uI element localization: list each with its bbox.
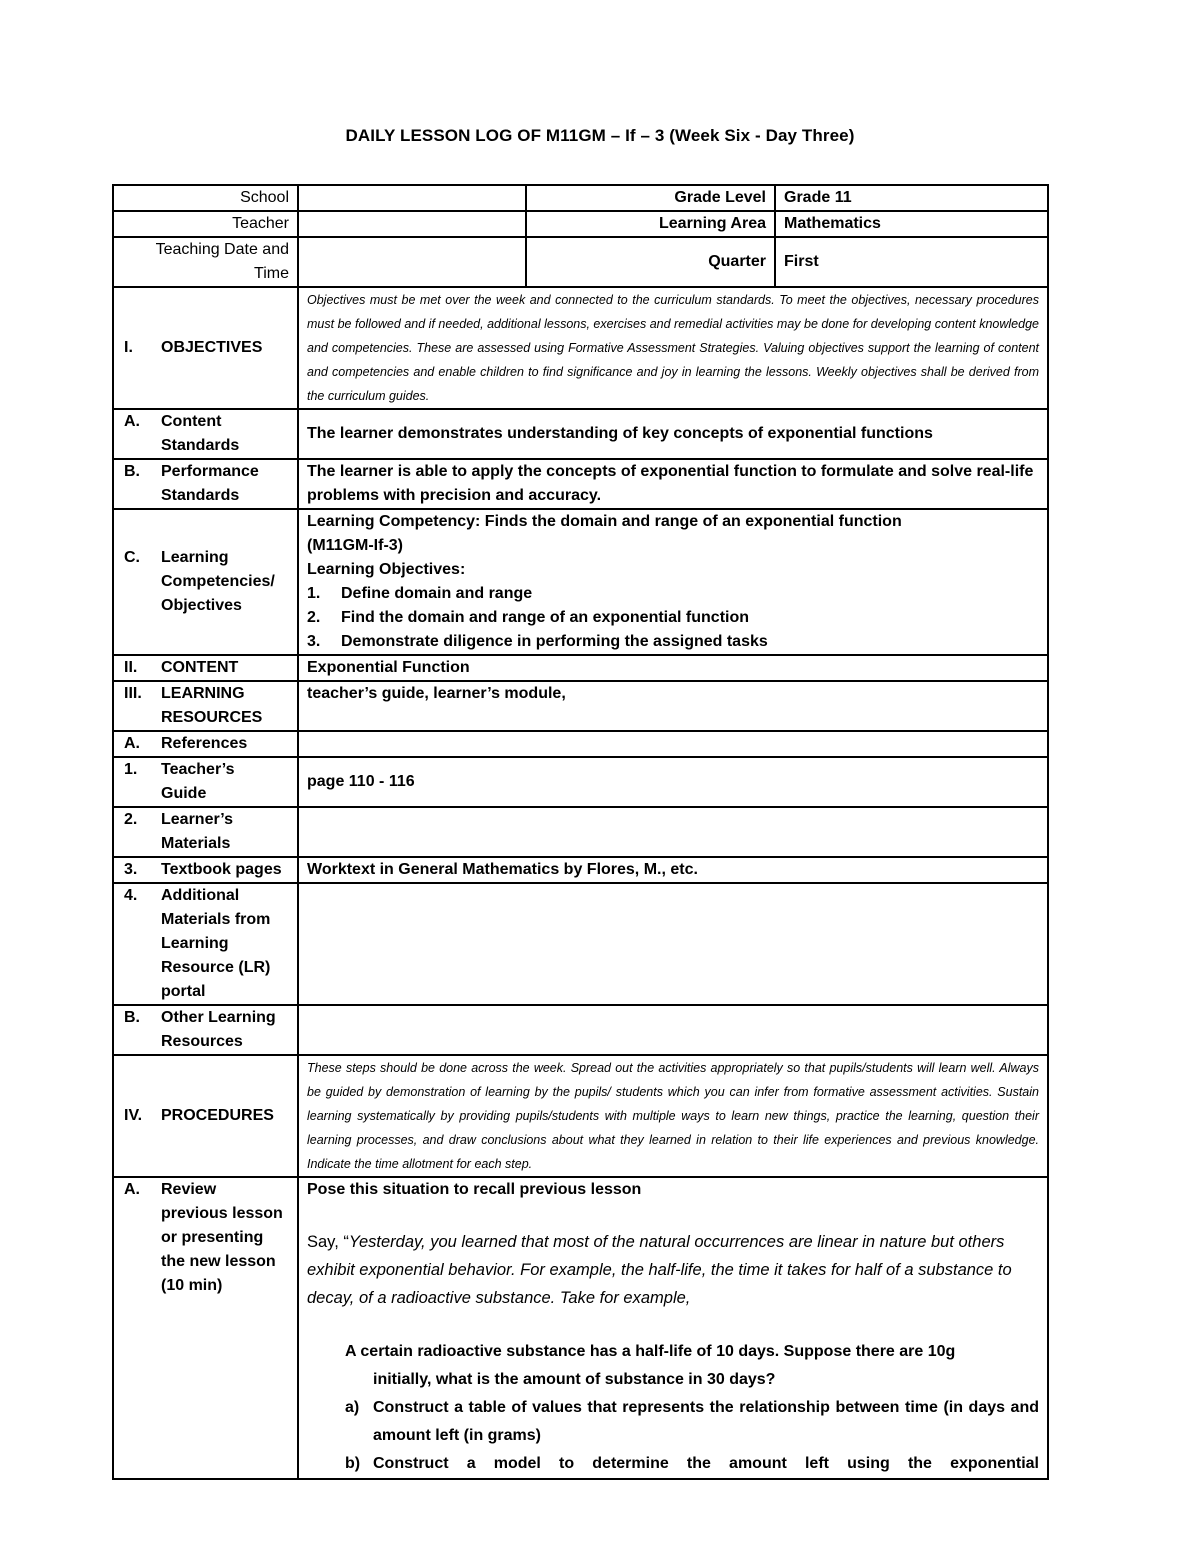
- review-problem: [307, 1338, 1039, 1478]
- additional-materials-label-1: Additional: [161, 887, 240, 904]
- learners-materials-value: [298, 807, 1048, 857]
- learning-area-label: Learning Area: [526, 211, 775, 237]
- competencies-label-2: Competencies/: [161, 573, 275, 590]
- review-sub-item: b) Construct a model to determine the amount left using the exponential: [345, 1455, 1039, 1472]
- teachers-guide-row: [113, 757, 1048, 807]
- objectives-row: [113, 287, 1048, 409]
- procedures-label-cell: [113, 1055, 298, 1177]
- competencies-label-cell: [113, 509, 298, 655]
- learners-materials-label-2: Materials: [161, 835, 231, 852]
- review-say-prefix: Say, “: [307, 1233, 349, 1251]
- teacher-label: Teacher: [113, 211, 298, 237]
- learning-objective-item: 3. Demonstrate diligence in performing the assigned tasks: [307, 633, 768, 650]
- references-value: [298, 731, 1048, 757]
- learning-resources-value: teacher’s guide, learner’s module,: [298, 681, 1048, 731]
- content-standards-num: A.: [124, 413, 140, 430]
- additional-materials-value: [298, 883, 1048, 1005]
- content-standards-label-1: Content: [161, 413, 222, 430]
- date-time-label-line-1: Teaching Date and: [155, 241, 289, 258]
- additional-materials-label-2: Materials from: [161, 911, 271, 928]
- content-value: Exponential Function: [298, 655, 1048, 681]
- additional-materials-label-cell: [113, 883, 298, 1005]
- content-label-cell: [113, 655, 298, 681]
- learners-materials-num: 2.: [124, 811, 138, 828]
- learners-materials-label-cell: [113, 807, 298, 857]
- teachers-guide-label-1: Teacher’s: [161, 761, 235, 778]
- other-resources-num: B.: [124, 1009, 140, 1026]
- learning-resources-label-cell: [113, 681, 298, 731]
- learners-materials-row: [113, 807, 1048, 857]
- review-label-4: the new lesson: [161, 1253, 276, 1270]
- learning-resources-label-2: RESOURCES: [161, 709, 263, 726]
- objectives-label: OBJECTIVES: [161, 339, 263, 356]
- quarter-label: Quarter: [526, 237, 775, 287]
- review-label-5: (10 min): [161, 1277, 223, 1294]
- other-resources-label-2: Resources: [161, 1033, 243, 1050]
- lesson-log-table: [112, 184, 1049, 1480]
- performance-standards-value: The learner is able to apply the concepts of exponential function to formulate and solve real-life problems with precision and accuracy.: [298, 459, 1048, 509]
- performance-standards-label-2: Standards: [161, 487, 240, 504]
- review-label-3: or presenting: [161, 1229, 264, 1246]
- content-standards-value: The learner demonstrates understanding of key concepts of exponential functions: [298, 409, 1048, 459]
- document-title: DAILY LESSON LOG OF M11GM – If – 3 (Week Six - Day Three): [345, 126, 855, 145]
- competency-line-1: Learning Competency: Finds the domain and range of an exponential function: [307, 513, 902, 530]
- school-row: [113, 185, 1048, 211]
- date-time-label-line-2: Time: [254, 265, 289, 282]
- textbook-num: 3.: [124, 861, 138, 878]
- quarter-value[interactable]: First: [775, 237, 1048, 287]
- additional-materials-num: 4.: [124, 887, 138, 904]
- date-time-label: [113, 237, 298, 287]
- learners-materials-label-1: Learner’s: [161, 811, 234, 828]
- references-row: [113, 731, 1048, 757]
- grade-level-label: Grade Level: [526, 185, 775, 211]
- references-label: References: [161, 735, 248, 752]
- content-row: [113, 655, 1048, 681]
- additional-materials-label-4: Resource (LR): [161, 959, 271, 976]
- other-resources-value: [298, 1005, 1048, 1055]
- competency-line-2: (M11GM-If-3): [307, 537, 403, 554]
- review-label-2: previous lesson: [161, 1205, 283, 1222]
- teachers-guide-label-2: Guide: [161, 785, 207, 802]
- review-heading: Pose this situation to recall previous lesson: [307, 1181, 642, 1198]
- competencies-value: [298, 509, 1048, 655]
- textbook-label: Textbook pages: [161, 861, 282, 878]
- content-label: CONTENT: [161, 659, 239, 676]
- content-standards-label-cell: [113, 409, 298, 459]
- grade-level-value[interactable]: Grade 11: [775, 185, 1048, 211]
- textbook-label-cell: [113, 857, 298, 883]
- performance-standards-row: [113, 459, 1048, 509]
- review-say-text: Yesterday, you learned that most of the natural occurrences are linear in nature but others exhibit exponential behavior. For example, the half-life, the time it takes for half of a substance to decay, of a radioactive substance. Take for example,: [307, 1233, 1012, 1307]
- competencies-label-1: Learning: [161, 549, 229, 566]
- review-label-cell: [113, 1177, 298, 1479]
- textbook-row: [113, 857, 1048, 883]
- teacher-row: [113, 211, 1048, 237]
- teachers-guide-value: page 110 - 116: [298, 757, 1048, 807]
- school-label: School: [113, 185, 298, 211]
- learning-objective-item: 1. Define domain and range: [307, 585, 533, 602]
- content-standards-row: [113, 409, 1048, 459]
- textbook-value: Worktext in General Mathematics by Flores, M., etc.: [298, 857, 1048, 883]
- review-label-1: Review: [161, 1181, 217, 1198]
- review-sub-item: a) Construct a table of values that represents the relationship between time (in days and amount left (in grams): [345, 1399, 1039, 1444]
- learning-resources-num: III.: [124, 685, 142, 702]
- procedures-num: IV.: [124, 1107, 143, 1124]
- performance-standards-label-cell: [113, 459, 298, 509]
- procedures-label: PROCEDURES: [161, 1107, 274, 1124]
- review-problem-line-1: A certain radioactive substance has a half-life of 10 days. Suppose there are 10g: [345, 1343, 956, 1360]
- competencies-row: [113, 509, 1048, 655]
- other-resources-label-1: Other Learning: [161, 1009, 276, 1026]
- competencies-num: C.: [124, 549, 140, 566]
- content-standards-label-2: Standards: [161, 437, 240, 454]
- date-time-value[interactable]: [298, 237, 526, 287]
- additional-materials-row: [113, 883, 1048, 1005]
- review-row: [113, 1177, 1048, 1479]
- objectives-note: Objectives must be met over the week and connected to the curriculum standards. To meet the objectives, necessary procedures must be followed and if needed, additional lessons, exercises and remedial activities may be done for developing content knowledge and competencies. These are assessed using Formative Assessment Strategies. Valuing objectives support the learning of content and competencies and enable children to find significance and joy in learning the lessons. Weekly objectives shall be derived from the curriculum guides.: [298, 287, 1048, 409]
- learning-area-value[interactable]: Mathematics: [775, 211, 1048, 237]
- learning-objectives-heading: Learning Objectives:: [307, 561, 466, 578]
- procedures-note: These steps should be done across the week. Spread out the activities appropriately so that pupils/students will learn well. Always be guided by demonstration of learning by the pupils/ students which you can infer from formative assessment activities. Sustain learning systematically by providing pupils/students with multiple ways to learn new things, practice the learning, question their learning processes, and draw conclusions about what they learned in relation to their life experiences and previous knowledge. Indicate the time allotment for each step.: [298, 1055, 1048, 1177]
- additional-materials-label-5: portal: [161, 983, 206, 1000]
- content-num: II.: [124, 659, 138, 676]
- additional-materials-label-3: Learning: [161, 935, 229, 952]
- other-resources-row: [113, 1005, 1048, 1055]
- learning-objectives-list: [307, 582, 1039, 654]
- date-time-row: [113, 237, 1048, 287]
- learning-resources-row: [113, 681, 1048, 731]
- teacher-value[interactable]: [298, 211, 526, 237]
- objectives-num: I.: [124, 339, 133, 356]
- performance-standards-label-1: Performance: [161, 463, 259, 480]
- references-label-cell: [113, 731, 298, 757]
- school-value[interactable]: [298, 185, 526, 211]
- review-problem-line-2: initially, what is the amount of substance in 30 days?: [373, 1371, 776, 1388]
- competencies-label-3: Objectives: [161, 597, 242, 614]
- procedures-row: [113, 1055, 1048, 1177]
- review-say: [307, 1228, 1039, 1312]
- review-value: [298, 1177, 1048, 1479]
- learning-resources-label-1: LEARNING: [161, 685, 245, 702]
- review-num: A.: [124, 1181, 140, 1198]
- other-resources-label-cell: [113, 1005, 298, 1055]
- teachers-guide-num: 1.: [124, 761, 138, 778]
- references-num: A.: [124, 735, 140, 752]
- learning-objective-item: 2. Find the domain and range of an exponential function: [307, 609, 750, 626]
- performance-standards-num: B.: [124, 463, 140, 480]
- objectives-label-cell: [113, 287, 298, 409]
- teachers-guide-label-cell: [113, 757, 298, 807]
